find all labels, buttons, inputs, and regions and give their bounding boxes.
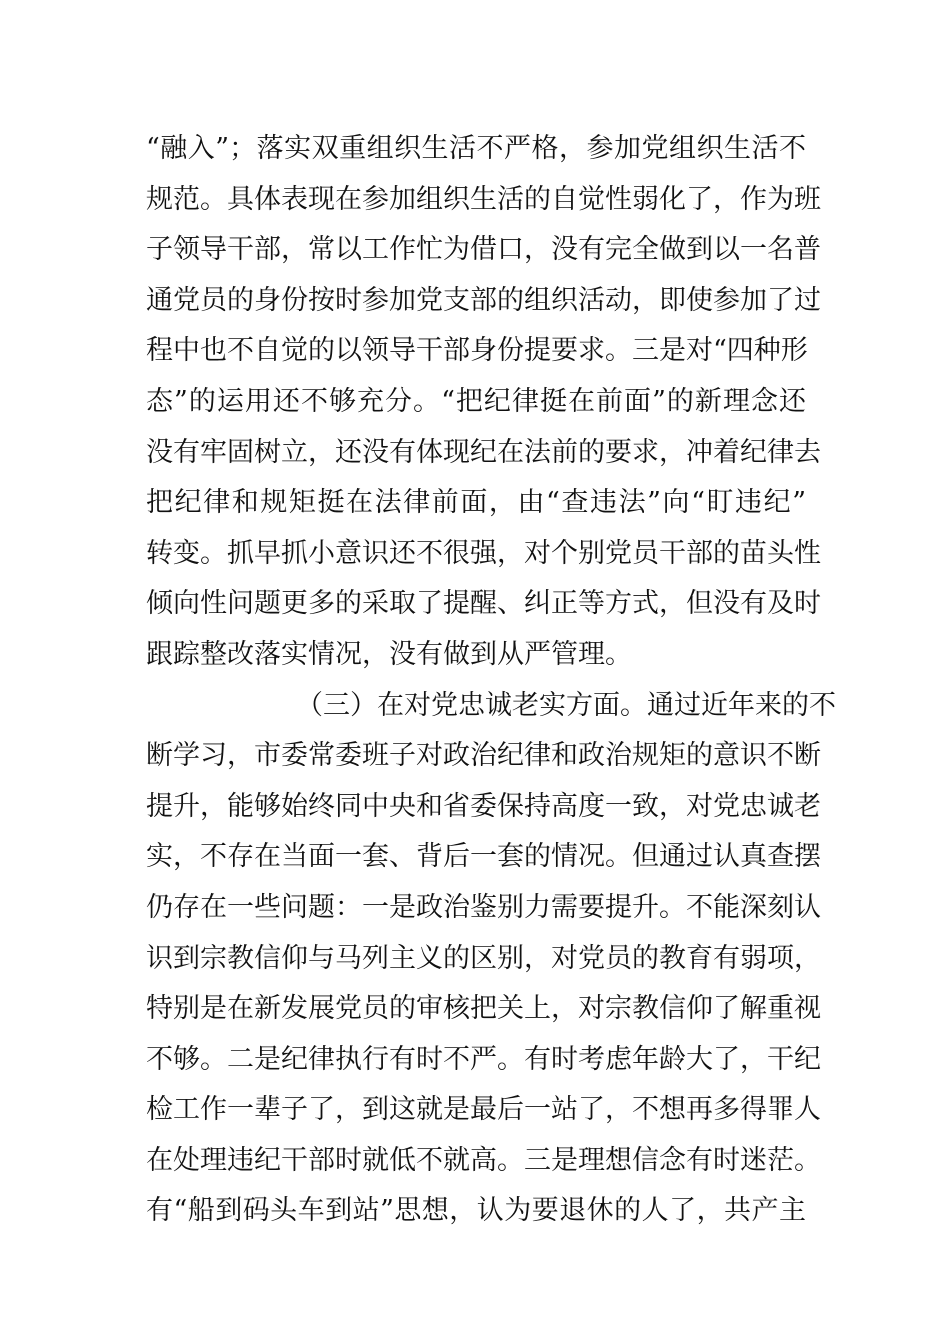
text-line: 识到宗教信仰与马列主义的区别，对党员的教育有弱项，: [146, 942, 821, 974]
text-line: 子领导干部，常以工作忙为借口，没有完全做到以一名普: [146, 234, 821, 266]
text-line: 在处理违纪干部时就低不就高。三是理想信念有时迷茫。: [146, 1144, 821, 1176]
text-line: 实，不存在当面一套、背后一套的情况。但通过认真查摆: [146, 841, 821, 873]
text-line: 把纪律和规矩挺在法律前面，由“查违法”向“盯违纪”: [146, 487, 806, 519]
text-line: 转变。抓早抓小意识还不很强，对个别党员干部的苗头性: [146, 537, 821, 569]
text-line: 没有牢固树立，还没有体现纪在法前的要求，冲着纪律去: [146, 436, 821, 468]
section-heading-line: （三）在对党忠诚老实方面。通过近年来的不: [296, 689, 836, 721]
text-line: 倾向性问题更多的采取了提醒、纠正等方式，但没有及时: [146, 588, 821, 620]
text-line: 仍存在一些问题：一是政治鉴别力需要提升。不能深刻认: [146, 891, 821, 923]
body-text: [146, 124, 836, 1237]
text-line: 跟踪整改落实情况，没有做到从严管理。: [146, 638, 632, 670]
text-line: 通党员的身份按时参加党支部的组织活动，即使参加了过: [146, 284, 821, 316]
text-line: “融入”；落实双重组织生活不严格，参加党组织生活不: [146, 133, 806, 164]
text-line: 提升，能够始终同中央和省委保持高度一致，对党忠诚老: [146, 790, 821, 822]
text-line: 态”的运用还不够充分。“把纪律挺在前面”的新理念还: [146, 385, 806, 417]
text-line: 有“船到码头车到站”思想，认为要退休的人了，共产主: [146, 1195, 806, 1227]
text-line: 断学习，市委常委班子对政治纪律和政治规矩的意识不断: [146, 740, 821, 772]
text-line: 特别是在新发展党员的审核把关上，对宗教信仰了解重视: [146, 993, 821, 1025]
text-line: 不够。二是纪律执行有时不严。有时考虑年龄大了，干纪: [146, 1043, 821, 1075]
text-line: 检工作一辈子了，到这就是最后一站了，不想再多得罪人: [146, 1094, 821, 1126]
text-line: 规范。具体表现在参加组织生活的自觉性弱化了，作为班: [146, 183, 821, 215]
text-line: 程中也不自觉的以领导干部身份提要求。三是对“四种形: [146, 335, 808, 367]
